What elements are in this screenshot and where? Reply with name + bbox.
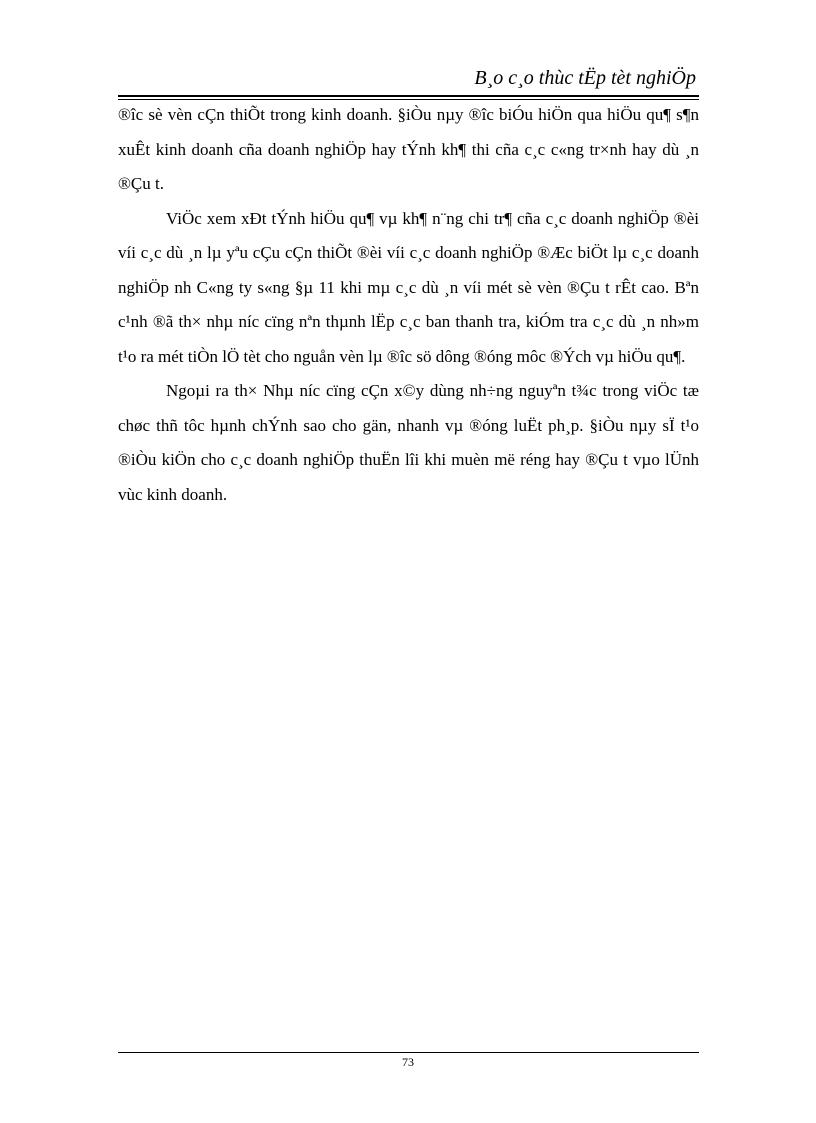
footer-rule — [118, 1052, 699, 1053]
page-header-title: B¸o c¸o thùc tËp tèt nghiÖp — [474, 67, 696, 89]
paragraph-continued: ®îc sè vèn cÇn thiÕt trong kinh doanh. §iÒu nµy ®îc biÓu hiÖn qua hiÖu qu¶ s¶n xuÊt kinh doanh cña doanh nghiÖp hay tÝnh kh¶ thi cña c¸c c«ng tr×nh hay dù ¸n ®Çu t. — [118, 105, 699, 193]
paragraph: Ngoµi ra th× Nhµ níc cïng cÇn x©y dùng nh÷ng nguyªn t¾c trong viÖc tæ chøc thñ tôc hµnh chÝnh sao cho gän, nhanh vµ ®óng luËt ph¸p. §iÒu nµy sÏ t¹o ®iÒu kiÖn cho c¸c doanh nghiÖp thuËn lîi khi muèn më réng hay ®Çu t vµo lÜnh vùc kinh doanh. — [118, 381, 699, 504]
body-text — [118, 98, 699, 512]
paragraph: ViÖc xem xÐt tÝnh hiÖu qu¶ vµ kh¶ n¨ng chi tr¶ cña c¸c doanh nghiÖp ®èi víi c¸c dù ¸n lµ yªu cÇu cÇn thiÕt ®èi víi c¸c doanh nghiÖp ®Æc biÖt lµ c¸c doanh nghiÖp nh C«ng ty s«ng §µ 11 khi mµ c¸c dù ¸n víi mét sè vèn ®Çu t rÊt cao. Bªn c¹nh ®ã th× nhµ níc cïng nªn thµnh lËp c¸c ban thanh tra, kiÓm tra c¸c dù ¸n nh»m t¹o ra mét tiÒn lÖ tèt cho nguån vèn lµ ®îc sö dông ®óng môc ®Ých vµ hiÖu qu¶. — [118, 208, 699, 366]
header-rule-thick — [118, 95, 699, 97]
page-number: 73 — [402, 1055, 414, 1069]
